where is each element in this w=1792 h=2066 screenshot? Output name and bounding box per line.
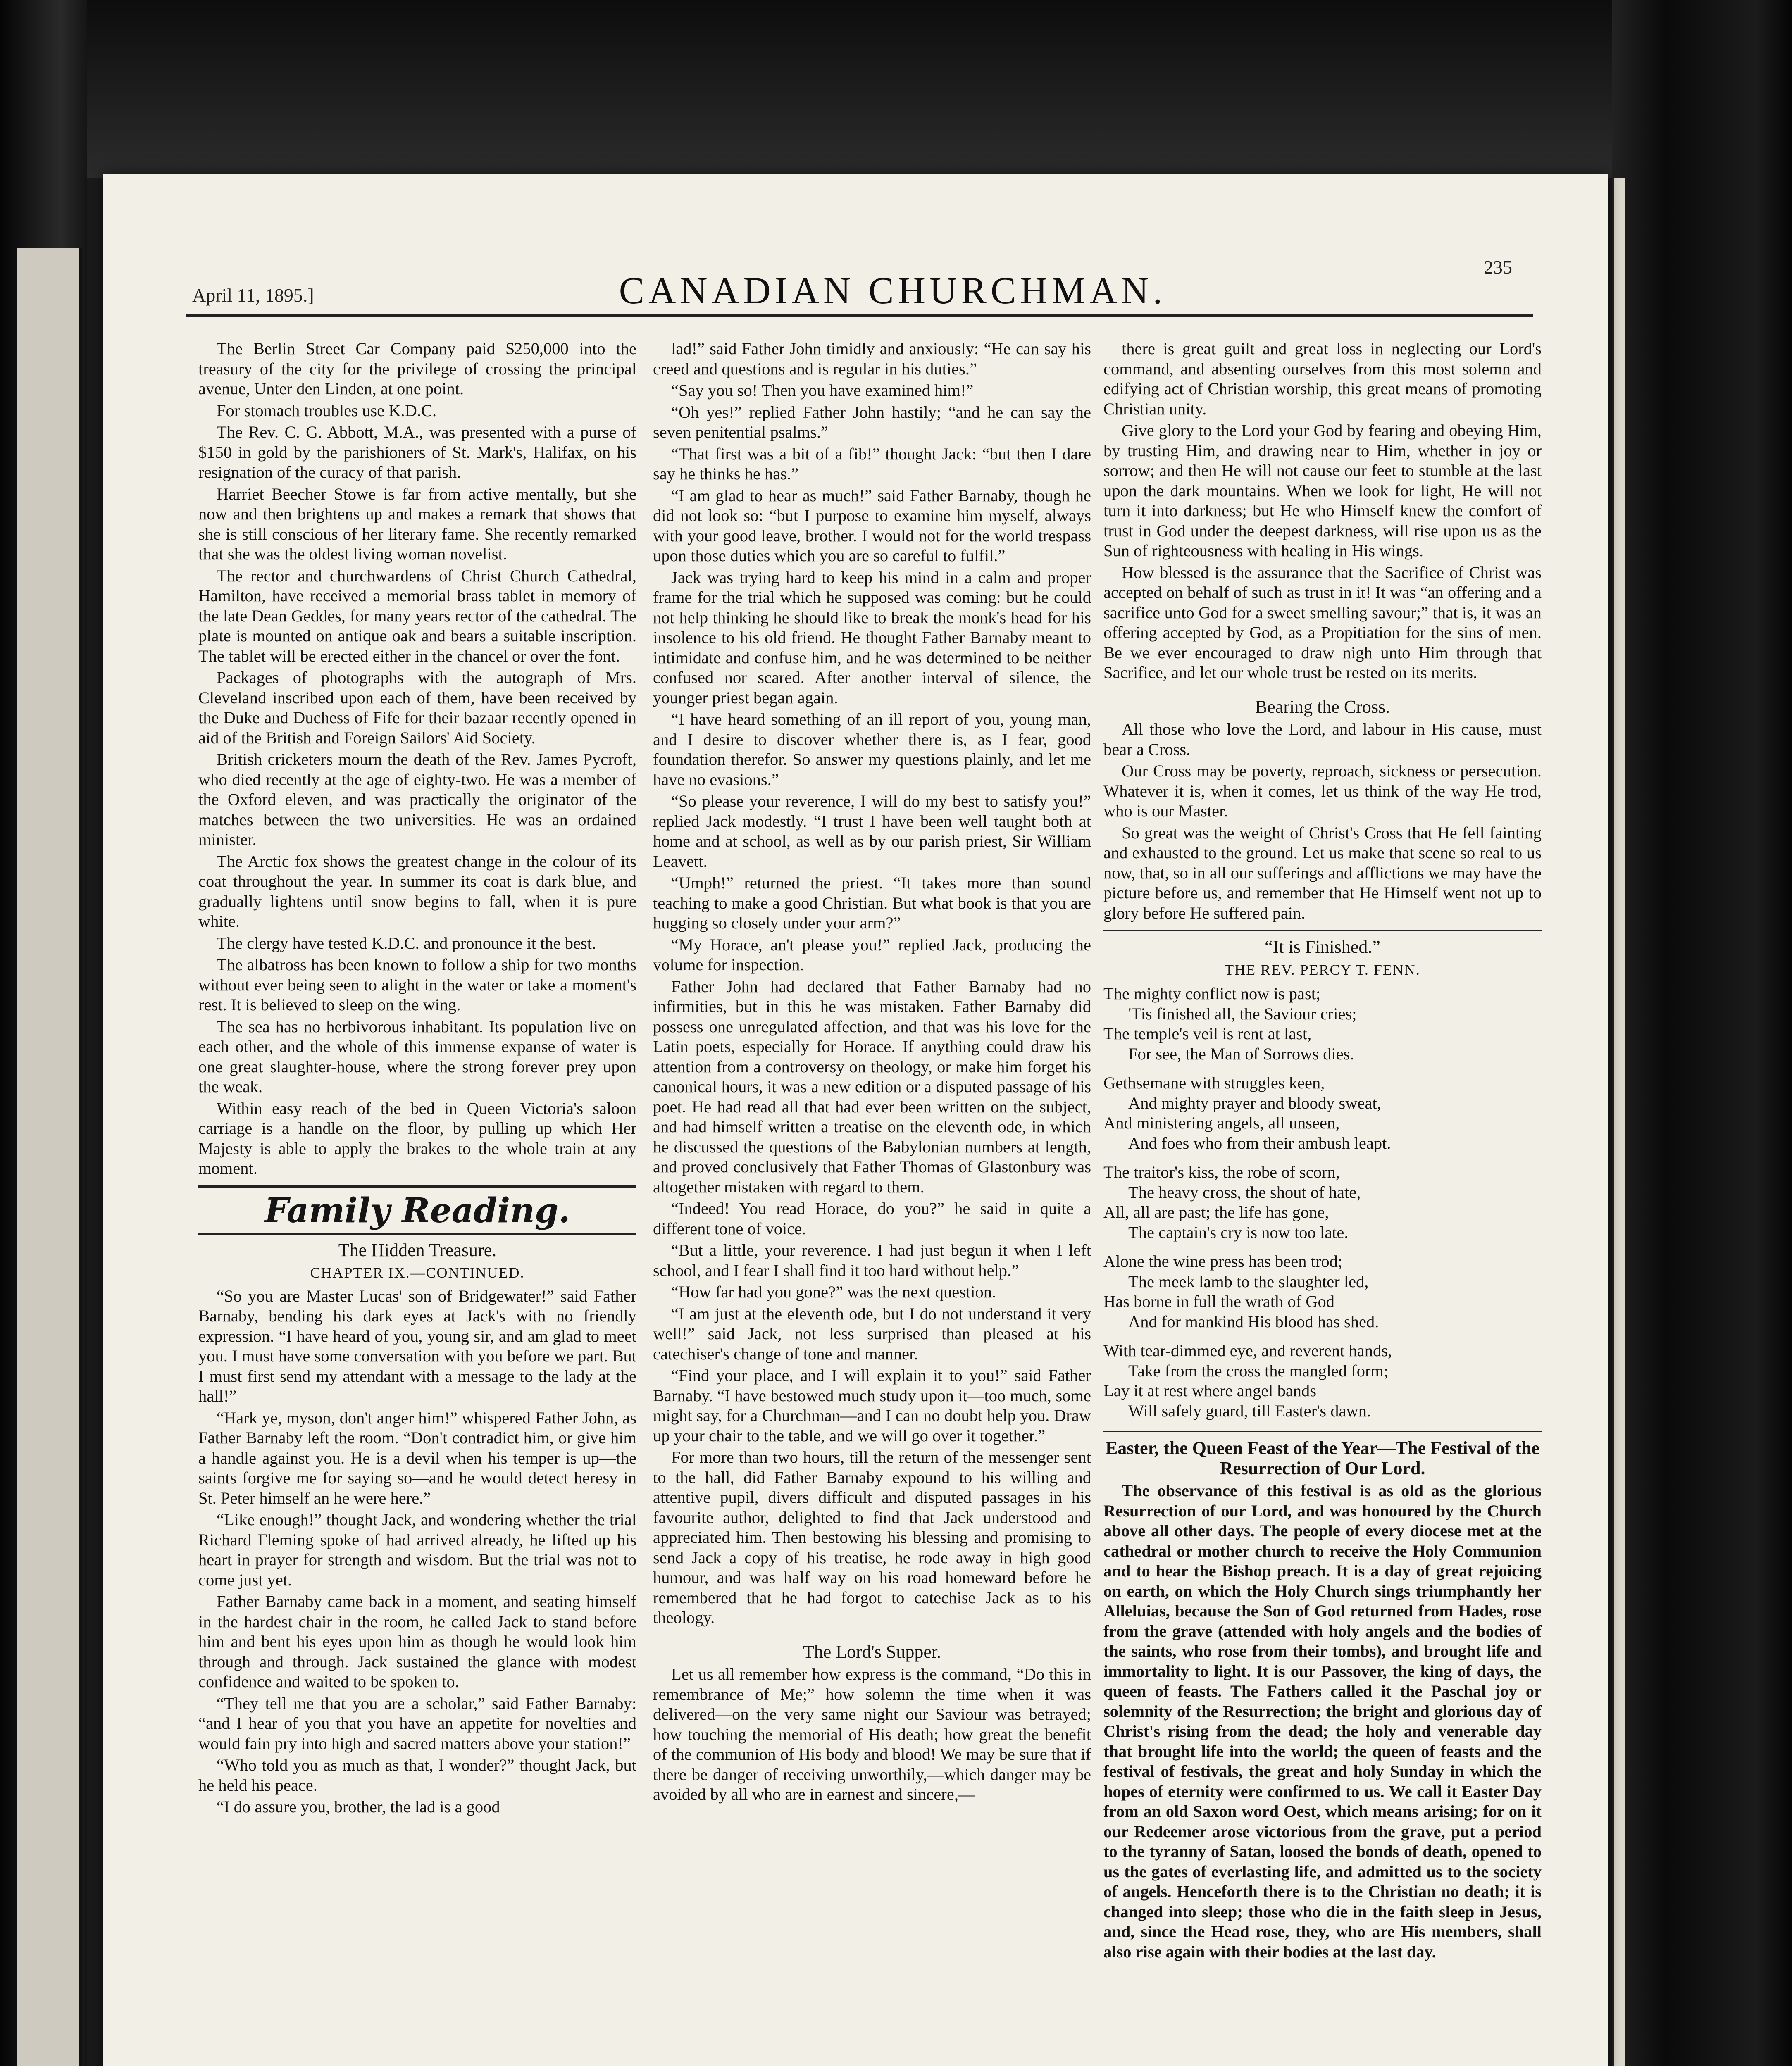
story-paragraph: “How far had you gone?” was the next question.: [671, 1283, 996, 1301]
bearing-cross-title: Bearing the Cross.: [1103, 689, 1542, 717]
news-paragraph: The Arctic fox shows the greatest change in the colour of its coat throughout the year. In summer its coat is dark blue, and gradually lightens until snow begins to fall, when it is pure white.: [198, 852, 636, 931]
poem-line: Has borne in full the wrath of God: [1103, 1292, 1334, 1311]
news-paragraph: For stomach troubles use K.D.C.: [217, 401, 437, 420]
story-paragraph: Jack was trying hard to keep his mind in a calm and proper frame for the trial which he supposed was coming: but he could not help thinking he should like to break the monk's head for his insolence to his old friend. He thought Father Barnaby meant to intimidate and confuse him, and he was determined to be neither confused nor scared. After another interval of silence, the younger priest began again.: [653, 568, 1091, 707]
poem-stanza: [1103, 1162, 1542, 1242]
story-paragraph: “Say you so! Then you have examined him!”: [671, 381, 974, 400]
poem-line: Alone the wine press has been trod;: [1103, 1252, 1343, 1271]
cross-paragraph: So great was the weight of Christ's Cross that He fell fainting and exhausted to the ground. Let us make that scene so real to us now, that, so in all our sufferings and afflictions we may have the picture before us, and remember that He Himself went not up to glory before He suffered pain.: [1103, 823, 1542, 922]
story-paragraph: “Like enough!” thought Jack, and wondering whether the trial Richard Fleming spoke of had arrived already, he lifted up his heart in prayer for strength and wisdom. But the trial was not to come just yet.: [198, 1510, 636, 1589]
column-3: [1103, 339, 1542, 2066]
story-paragraph: “Umph!” returned the priest. “It takes more than sound teaching to make a good Christian. But what book is that you are hugging so closely under your arm?”: [653, 874, 1091, 932]
easter-text: [1103, 1481, 1542, 1962]
story-paragraph: “Hark ye, myson, don't anger him!” whispered Father John, as Father Barnaby left the room. “Don't contradict him, or give him a handle against you. He is a devil when his temper is up—the saints forgive me for saying so—and he would detect heresy in St. Peter himself an he were here.”: [198, 1408, 636, 1507]
news-paragraph: Harriet Beecher Stowe is far from active mentally, but she now and then brightens up and makes a remark that shows that she is still conscious of her literary fame. She recently remarked that she was the oldest living woman novelist.: [198, 484, 636, 563]
poem-line: The meek lamb to the slaughter led,: [1128, 1272, 1369, 1291]
header-rule: [186, 314, 1533, 317]
easter-paragraph: The observance of this festival is as old as the glorious Resurrection of our Lord, and was honoured by the Church above all other days. The people of every diocese met at the cathedral or mother church to receive the Holy Communion and to hear the Bishop preach. It is a day of great rejoicing on earth, on which the Holy Church sings triumphantly her Alleluias, because the Son of God returned from Hades, rose from the grave (attended with holy angels and the bodies of the saints, who rose from their tombs), and brought life and immortality to light. It is our Passover, the king of days, the queen of feasts. The Fathers called it the Paschal joy or solemnity of the Resurrection; the bright and glorious day of Christ's rising from the dead; the holy and venerable day that brought life into the world; the queen of feasts and the festival of festivals, the great and holy Sunday in which the hopes of eternity were confirmed to us. We call it Easter Day from an old Saxon word Oest, which means arising; for on it our Redeemer arose victorious from the grave, put a period to the tyranny of Satan, loosed the bonds of death, opened to us the gates of everlasting life, and admitted us to the society of angels. Henceforth there is to the Christian no death; it is changed into sleep; those who die in the faith sleep in Jesus, and, since the Head rose, they, who are His members, shall also rise again with their bodies at the last day.: [1103, 1481, 1542, 1961]
poem-line: With tear-dimmed eye, and reverent hands,: [1103, 1341, 1392, 1360]
poem-line: The captain's cry is now too late.: [1128, 1223, 1349, 1242]
story-paragraph: “Oh yes!” replied Father John hastily; “and he can say the seven penitential psalms.”: [653, 402, 1091, 441]
issue-date: April 11, 1895.]: [192, 285, 314, 306]
poem-line: For see, the Man of Sorrows dies.: [1128, 1044, 1354, 1063]
poem-line: The mighty conflict now is past;: [1103, 984, 1321, 1003]
lords-supper-continued: [1103, 339, 1542, 683]
poem-line: Will safely guard, till Easter's dawn.: [1128, 1401, 1371, 1420]
adjacent-page-strip: [17, 248, 82, 2066]
story-paragraph: “Find your place, and I will explain it to you!” said Father Barnaby. “I have bestowed much study upon it—too much, some might say, for a Churchman—and I can no doubt help you. Draw up your chair to the table, and we will go over it together.”: [653, 1366, 1091, 1445]
story-paragraph: “So please your reverence, I will do my best to satisfy you!” replied Jack modestly. “I trust I have been well taught both at home and at school, as well as by our parish priest, Sir William Leavett.: [653, 792, 1091, 871]
story-paragraph: “I am just at the eleventh ode, but I do not understand it very well!” said Jack, not less surprised than pleased at his catechiser's change of tone and manner.: [653, 1304, 1091, 1363]
poem-line: And ministering angels, all unseen,: [1103, 1114, 1340, 1132]
section-banner: Family Reading.: [198, 1185, 636, 1235]
cross-paragraph: Our Cross may be poverty, reproach, sickness or persecution. Whatever it is, when it comes, let us think of the way He trod, who is our Master.: [1103, 762, 1542, 820]
news-paragraph: Packages of photographs with the autograph of Mrs. Cleveland inscribed upon each of them, have been received by the Duke and Duchess of Fife for their bazaar recently opened in aid of the British and Foreign Sailors' Aid Society.: [198, 668, 636, 747]
news-paragraph: The rector and churchwardens of Christ Church Cathedral, Hamilton, have received a memorial brass tablet in memory of the late Dean Geddes, for many years rector of the cathedral. The plate is mounted on antique oak and bears a suitable inscription. The tablet will be erected either in the chancel or over the font.: [198, 566, 636, 665]
news-paragraph: The clergy have tested K.D.C. and pronounce it the best.: [217, 933, 596, 952]
news-paragraph: The Berlin Street Car Company paid $250,000 into the treasury of the city for the privilege of crossing the principal avenue, Unter den Linden, at one point.: [198, 339, 636, 398]
poem-line: 'Tis finished all, the Saviour cries;: [1128, 1004, 1357, 1023]
story-paragraph: Father John had declared that Father Barnaby had no infirmities, but in this he was mistaken. Father Barnaby did possess one unregulated affection, and that was his love for the Latin poets, especially for Horace. If anything could draw his attention from a controversy on theology, or make him forget his canonical hours, it was a new edition or a disputed passage of his poet. He had read all that had ever been written on the subject, and had himself written a treatise on the eleventh ode, in which he discussed the questions of the Babylonian numbers at length, and proved conclusively that Father Thomas of Glastonbury was altogether mistaken with regard to them.: [653, 977, 1091, 1196]
lords-supper-text: [653, 1664, 1091, 1805]
news-paragraph: Within easy reach of the bed in Queen Victoria's saloon carriage is a handle on the floor, by pulling up which Her Majesty is able to apply the brakes to the whole train at any moment.: [198, 1099, 636, 1178]
poem-line: Take from the cross the mangled form;: [1128, 1361, 1389, 1380]
binding-edge: [1614, 178, 1625, 2066]
poem-line: Gethsemane with struggles keen,: [1103, 1073, 1325, 1092]
story-paragraph: “I do assure you, brother, the lad is a good: [217, 1797, 500, 1816]
story-paragraph: “Who told you as much as that, I wonder?” thought Jack, but he held his peace.: [198, 1756, 636, 1795]
story-paragraph: For more than two hours, till the return of the messenger sent to the hall, did Father Barnaby expound to his willing and attentive pupil, divers difficult and disputed passages in his favourite author, delighted to find that Jack understood and appreciated him. Then bestowing his blessing and promising to send Jack a copy of his treatise, he rode away in high good humour, and was half way on his road homeward before he remembered that he had forgot to catechise Jack as to his theology.: [653, 1448, 1091, 1627]
supper-paragraph: Let us all remember how express is the command, “Do this in remembrance of Me;” how solemn the time when it was delivered—on the very same night our Saviour was betrayed; how touching the memorial of His death; how great the benefit of the communion of His body and blood! We may be sure that if there be danger of receiving unworthily,—which danger may be avoided by all who are in earnest and sincere,—: [653, 1665, 1091, 1804]
poem-stanza: [1103, 1073, 1542, 1153]
poem-line: The temple's veil is rent at last,: [1103, 1024, 1312, 1043]
poem-author: THE REV. PERCY T. FENN.: [1225, 961, 1420, 978]
column-2: [653, 339, 1091, 2066]
story-paragraph: “That first was a bit of a fib!” thought Jack: “but then I dare say he thinks he has.”: [653, 444, 1091, 483]
poem-line: The heavy cross, the shout of hate,: [1128, 1183, 1361, 1202]
cross-paragraph: All those who love the Lord, and labour in His cause, must bear a Cross.: [1103, 720, 1542, 759]
story-paragraph: “They tell me that you are a scholar,” said Father Barnaby: “and I hear of you that you have an appetite for novelties and would fain pry into high and sacred matters above your station!”: [198, 1694, 636, 1753]
news-paragraph: The Rev. C. G. Abbott, M.A., was presented with a purse of $150 in gold by the parishioners of St. Mark's, Halifax, on his resignation of the curacy of that parish.: [198, 423, 636, 481]
poem-stanza: [1103, 984, 1542, 1064]
story-title: The Hidden Treasure.: [338, 1240, 497, 1260]
poem-line: All, all are past; the life has gone,: [1103, 1203, 1329, 1221]
news-paragraph: British cricketers mourn the death of the Rev. James Pycroft, who died recently at the age of eighty-two. He was a member of the Oxford eleven, and was practically the originator of the matches between the two universities. He was an ordained minister.: [198, 750, 636, 849]
news-paragraph: The albatross has been known to follow a ship for two months without ever being seen to alight in the water or take a moment's rest. It is believed to sleep on the wing.: [198, 955, 636, 1014]
story-paragraph: “My Horace, an't please you!” replied Jack, producing the volume for inspection.: [653, 935, 1091, 974]
easter-title: Easter, the Queen Feast of the Year—The Festival of the Resurrection of Our Lord.: [1103, 1430, 1542, 1478]
story-paragraph: “I have heard something of an ill report of you, young man, and I desire to discover whether there is, as I fear, good foundation therefor. So answer my questions plainly, and let me have no evasions.”: [653, 710, 1091, 789]
lords-supper-title: The Lord's Supper.: [653, 1634, 1091, 1662]
bearing-cross-text: [1103, 719, 1542, 923]
film-border-top: [0, 0, 1792, 178]
poem-title: “It is Finished.”: [1103, 929, 1542, 957]
story-continued: [653, 339, 1091, 1628]
story-text: [198, 1286, 636, 1817]
poem-line: The traitor's kiss, the robe of scorn,: [1103, 1163, 1340, 1181]
poem-stanza: [1103, 1252, 1542, 1332]
page-number: 235: [1484, 257, 1512, 278]
news-paragraph: The sea has no herbivorous inhabitant. Its population live on each other, and the whole of this immense expanse of water is one great slaughter-house, where the strong forever prey upon the weak.: [198, 1017, 636, 1096]
story-paragraph: “Indeed! You read Horace, do you?” he said in quite a different tone of voice.: [653, 1199, 1091, 1238]
newspaper-page: [103, 174, 1608, 2066]
poem: [1103, 984, 1542, 1421]
poem-line: Lay it at rest where angel bands: [1103, 1381, 1317, 1400]
supper-paragraph: Give glory to the Lord your God by fearing and obeying Him, by trusting Him, and drawing near to Him, whether in joy or sorrow; and then He will not cause our feet to stumble at the last upon the dark mountains. When we look for light, He will not turn it into darkness; but He who Himself knew the comfort of trust in God under the deepest darkness, will rise upon us as the Sun of righteousness with healing in His wings.: [1103, 421, 1542, 560]
column-1: [198, 339, 636, 2066]
story-paragraph: “But a little, your reverence. I had just begun it when I left school, and I fear I shall find it too hard without help.”: [653, 1241, 1091, 1280]
supper-paragraph: How blessed is the assurance that the Sacrifice of Christ was accepted on behalf of such as trust in it! It was “an offering and a sacrifice unto God for a sweet smelling savour;” that is, it was an offering accepted by God, as a Propitiation for the sins of men. Be we ever encouraged to draw nigh unto Him through that Sacrifice, and let our whole trust be rested on its merits.: [1103, 563, 1542, 682]
chapter-heading: CHAPTER IX.—CONTINUED.: [310, 1264, 525, 1281]
story-paragraph: “I am glad to hear as much!” said Father Barnaby, though he did not look so: “but I purpose to examine him myself, always with your good leave, brother. I would not for the world trespass upon those duties which you are so careful to fulfil.”: [653, 486, 1091, 565]
poem-stanza: [1103, 1341, 1542, 1421]
film-border-right: [1612, 0, 1792, 2066]
story-paragraph: “So you are Master Lucas' son of Bridgewater!” said Father Barnaby, bending his dark eyes at Jack's with no friendly expression. “I have heard of you, young sir, and am glad to meet you. I must have some conversation with you before we part. But I must first send my attendant with a message to the lady at the hall!”: [198, 1286, 636, 1405]
poem-line: And foes who from their ambush leapt.: [1128, 1133, 1391, 1152]
story-paragraph: lad!” said Father John timidly and anxiously: “He can say his creed and questions and is regular in his duties.”: [653, 339, 1091, 378]
news-items: [198, 339, 636, 1179]
supper-paragraph: there is great guilt and great loss in neglecting our Lord's command, and absenting ourselves from this most solemn and edifying act of Christian worship, this great means of promoting Christian unity.: [1103, 339, 1542, 418]
masthead-title: CANADIAN CHURCHMAN.: [619, 269, 1167, 312]
poem-line: And for mankind His blood has shed.: [1128, 1312, 1379, 1331]
poem-line: And mighty prayer and bloody sweat,: [1128, 1093, 1381, 1112]
story-paragraph: Father Barnaby came back in a moment, and seating himself in the hardest chair in the room, he called Jack to stand before him and bent his eyes upon him as though he would look him through and through. Jack sustained the glance with modest confidence and waited to be spoken to.: [198, 1592, 636, 1691]
